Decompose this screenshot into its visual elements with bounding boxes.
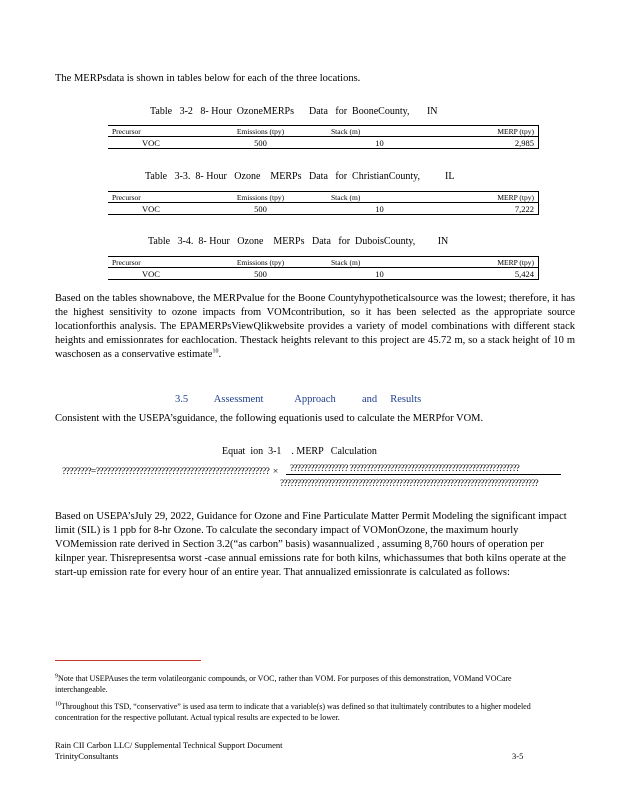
section-title: Assessment Approach and Results [213, 394, 422, 405]
footnote-10 [55, 702, 550, 723]
col-header-precursor: Precursor [108, 192, 194, 203]
cell-precursor: VOC [108, 203, 194, 215]
table-row [108, 137, 539, 149]
col-header-precursor: Precursor [108, 257, 194, 268]
analysis-paragraph [55, 292, 575, 362]
section-number: 3.5 [175, 394, 189, 405]
intro-paragraph: The MERPsdata is shown in tables below for each of the three locations. [55, 73, 361, 84]
footnote-mark: 9 [55, 673, 58, 680]
equation-denominator: ???????????????????????????????????????????????????????????????????????????? [280, 478, 538, 488]
col-header-precursor: Precursor [108, 126, 194, 137]
col-header-merp: MERP (tpy) [432, 192, 539, 203]
analysis-end: . [218, 349, 222, 360]
cell-precursor: VOC [108, 137, 194, 149]
consistent-paragraph: Consistent with the USEPA’sguidance, the following equationis used to calculate the MERPfor VOM. [55, 413, 484, 424]
col-header-merp: MERP (tpy) [432, 126, 539, 137]
col-header-merp: MERP (tpy) [432, 257, 539, 268]
merp-table-dubois [108, 256, 539, 280]
cell-merp: 2,985 [432, 137, 539, 149]
table-caption-dubois: Table 3-4. 8- Hour Ozone MERPs Data for DuboisCounty, IN [148, 236, 449, 247]
col-header-stack: Stack (m) [327, 192, 432, 203]
col-header-stack: Stack (m) [327, 126, 432, 137]
cell-stack: 10 [327, 203, 432, 215]
col-header-emissions: Emissions (tpy) [194, 192, 327, 203]
sil-paragraph: Based on USEPA’sJuly 29, 2022, Guidance for Ozone and Fine Particulate Matter Permit Modeling the significant impact limit (SIL) is 1 ppb for 8-hr Ozone. To calculate the secondary impact of VOMonOzone, the maximum hourly VOMemission rate derived in Section 3.2(“as carbon” basis) wasannualized , assuming 8,760 hours of operation per kilnper year. Thisrepresentsa worst -case annual emissions rate for both kilns, whichassumes that both kilns operate at the start-up emission rate for every hour of an entire year. That annualized emissionrate is calculated as follows: [55, 511, 567, 578]
footnote-mark: 10 [55, 701, 61, 708]
cell-precursor: VOC [108, 268, 194, 280]
footnote-9 [55, 674, 550, 695]
equation-numerator: ????????????????? ?????????????????????????????????????????????????? [290, 463, 520, 473]
merp-table-boone [108, 125, 539, 149]
table-row [108, 268, 539, 280]
cell-merp: 5,424 [432, 268, 539, 280]
cell-emissions: 500 [194, 137, 327, 149]
col-header-stack: Stack (m) [327, 257, 432, 268]
analysis-text: Based on the tables shownabove, the MERPvalue for the Boone Countyhypotheticalsource was the lowest; therefore, it has the highest sensitivity to ozone impacts from VOMcontribution, so it has been selected as the appropriate source locationforthis analysis. The EPAMERPsViewQlikwebsite provides a variety of model combinations with different stack heights and emissionrates for eachlocation. Thestack heights relevant to this project are 45.72 m, so a stack height of 10 m waschosen as a conservative estimate [55, 293, 575, 360]
section-heading [175, 394, 421, 405]
table-caption-boone: Table 3-2 8- Hour OzoneMERPs Data for BooneCounty, IN [150, 106, 438, 117]
equation-left-side: ????????=???????????????????????????????????????????????? × [62, 467, 282, 477]
cell-stack: 10 [327, 268, 432, 280]
footer-company: TrinityConsultants [55, 751, 119, 761]
equation-caption: Equat ion 3-1 . MERP Calculation [222, 446, 377, 457]
merp-table-christian [108, 191, 539, 215]
cell-stack: 10 [327, 137, 432, 149]
footer-document-title: Rain CII Carbon LLC/ Supplemental Technical Support Document [55, 740, 283, 750]
footnote-text: Throughout this TSD, “conservative” is used asa term to indicate that a variable(s) was defined so that itultimately contributes to a higher modeled concentration for the respective pollutant. Actual typical results are expected to be lower. [55, 702, 531, 722]
table-caption-christian: Table 3-3. 8- Hour Ozone MERPs Data for ChristianCounty, IL [145, 171, 455, 182]
cell-emissions: 500 [194, 268, 327, 280]
footnote-rule [55, 660, 201, 661]
col-header-emissions: Emissions (tpy) [194, 257, 327, 268]
footnote-text: Note that USEPAuses the term volatileorganic compounds, or VOC, rather than VOM. For purposes of this demonstration, VOMand VOCare interchangeable. [55, 674, 512, 694]
cell-emissions: 500 [194, 203, 327, 215]
fraction-bar [286, 474, 561, 475]
page-footer [55, 740, 283, 762]
cell-merp: 7,222 [432, 203, 539, 215]
page-number: 3-5 [512, 751, 524, 761]
footnote-ref-10[interactable]: 10 [212, 348, 219, 355]
col-header-emissions: Emissions (tpy) [194, 126, 327, 137]
table-row [108, 203, 539, 215]
